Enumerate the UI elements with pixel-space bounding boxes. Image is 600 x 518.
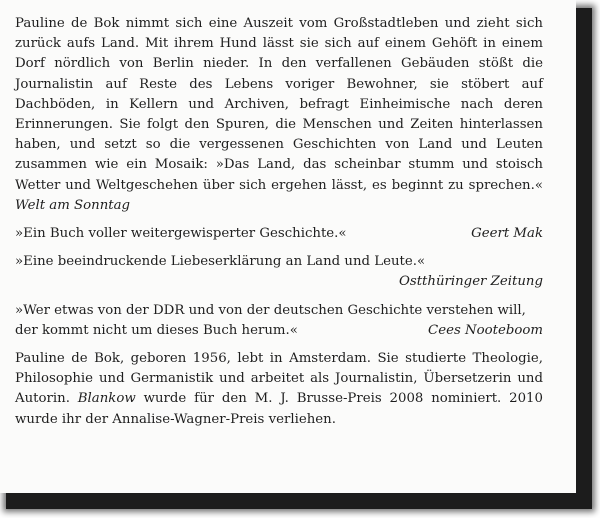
blurb-text: Pauline de Bok nimmt sich eine Auszeit vom Großstadtleben und zieht sich zurück aufs Land. Mit ihrem Hund lässt sie sich auf einem Gehöft in einem Dorf nördlich von Berlin nieder. In den verfallenen Gebäuden stößt die Journalistin auf Reste des Lebens voriger Bewohner, sie stöbert auf Dachböden, in Kellern und Archiven, befragt Einheimische nach deren Erinnerungen. Sie folgt den Spuren, die Menschen und Zeiten hinterlassen haben, und setzt so die vergessenen Geschichten von Land und Leuten zusammen wie ein Mosaik: »Das Land, das scheinbar stumm und stoisch Wetter und Weltgeschehen über sich ergehen lässt, es beginnt zu sprechen.« [15,16,543,193]
quote-3-line-1: »Wer etwas von der DDR und von der deutschen Geschichte verstehen will, [15,302,526,318]
quote-3 [15,301,543,341]
quote-2 [15,252,543,292]
bio-text-2: wurde für den M. J. Brusse-Preis 2008 nominiert. 2010 wurde ihr der Annalise-Wagner-Preis verliehen. [15,391,543,427]
quote-1-source: Geert Mak [471,226,543,242]
quote-1 [15,224,543,244]
quote-3-line-2: der kommt nicht um dieses Buch herum.« [15,322,298,338]
quote-2-source: Ostthüringer Zeitung [398,274,543,290]
author-bio [15,349,543,430]
text-block [15,14,543,430]
quote-1-text: »Ein Buch voller weitergewisperter Geschichte.« [15,226,347,242]
blurb-paragraph [15,14,543,216]
bio-text-1: Pauline de Bok, geboren 1956, lebt in Amsterdam. Sie studierte Theologie, Philosophie und Germanistik und arbeitet als Journalistin, Übersetzerin und Autorin. [15,351,543,407]
blurb-source: Welt am Sonntag [15,197,131,213]
quote-3-source: Cees Nooteboom [428,322,543,338]
quote-2-text: »Eine beeindruckende Liebeserklärung an Land und Leute.« [15,254,426,270]
bio-book-title: Blankow [77,391,136,407]
